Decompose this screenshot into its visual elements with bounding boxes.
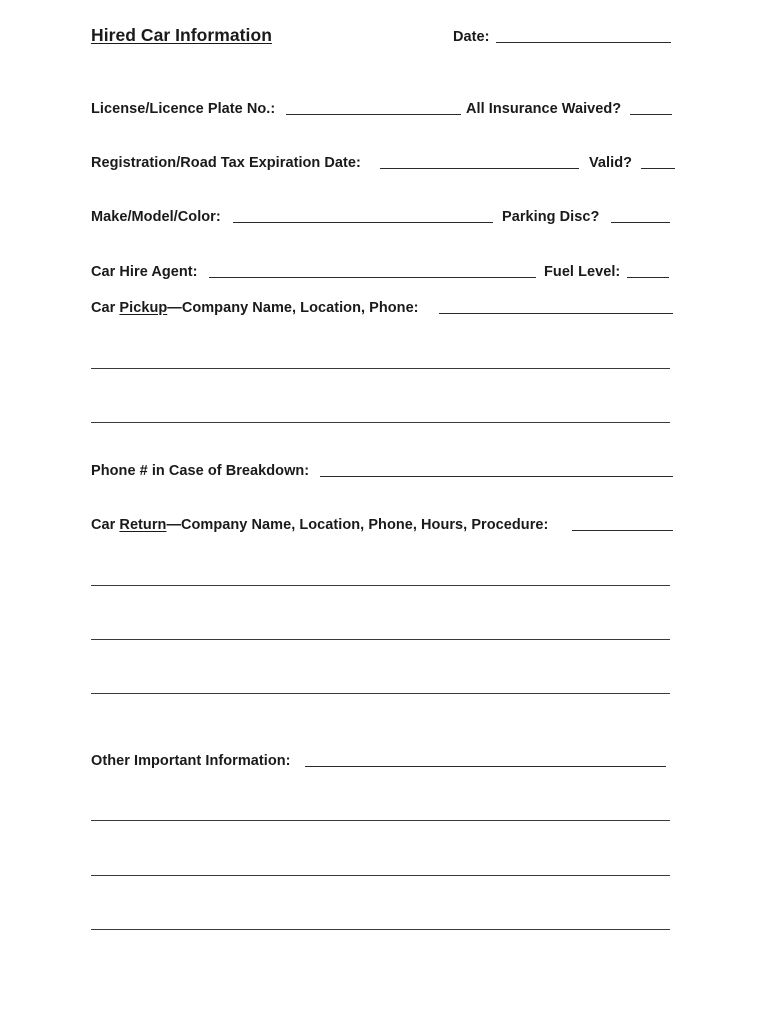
other-info-line-3[interactable] <box>91 929 670 930</box>
license-plate-label: License/Licence Plate No.: <box>91 101 276 117</box>
registration-label: Registration/Road Tax Expiration Date: <box>91 155 361 171</box>
other-info-field[interactable] <box>305 766 666 767</box>
breakdown-phone-field[interactable] <box>320 476 673 477</box>
pickup-suffix: —Company Name, Location, Phone: <box>167 300 419 316</box>
car-hire-agent-field[interactable] <box>209 277 536 278</box>
car-pickup-label <box>91 299 419 317</box>
make-model-color-field[interactable] <box>233 222 493 223</box>
parking-disc-field[interactable] <box>611 222 670 223</box>
other-info-line-1[interactable] <box>91 820 670 821</box>
license-plate-field[interactable] <box>286 114 461 115</box>
car-return-line-2[interactable] <box>91 639 670 640</box>
make-model-color-label: Make/Model/Color: <box>91 209 221 225</box>
date-field[interactable] <box>496 42 671 43</box>
insurance-waived-field[interactable] <box>630 114 672 115</box>
form-title: Hired Car Information <box>91 25 272 45</box>
registration-field[interactable] <box>380 168 579 169</box>
insurance-waived-label: All Insurance Waived? <box>466 101 622 117</box>
breakdown-phone-label: Phone # in Case of Breakdown: <box>91 463 310 479</box>
car-hire-agent-label: Car Hire Agent: <box>91 264 198 280</box>
valid-label: Valid? <box>589 155 633 171</box>
car-return-field[interactable] <box>572 530 673 531</box>
return-suffix: —Company Name, Location, Phone, Hours, Procedure: <box>166 517 549 533</box>
car-return-line-3[interactable] <box>91 693 670 694</box>
other-info-label: Other Important Information: <box>91 753 291 769</box>
fuel-level-label: Fuel Level: <box>544 264 621 280</box>
car-pickup-line-1[interactable] <box>91 368 670 369</box>
fuel-level-field[interactable] <box>627 277 669 278</box>
car-return-label <box>91 516 548 534</box>
car-return-line-1[interactable] <box>91 585 670 586</box>
parking-disc-label: Parking Disc? <box>502 209 600 225</box>
car-pickup-line-2[interactable] <box>91 422 670 423</box>
pickup-word: Pickup <box>119 300 168 316</box>
return-word: Return <box>119 517 167 533</box>
car-pickup-field[interactable] <box>439 313 673 314</box>
pickup-prefix: Car <box>91 300 120 316</box>
other-info-line-2[interactable] <box>91 875 670 876</box>
date-label: Date: <box>453 29 490 45</box>
valid-field[interactable] <box>641 168 675 169</box>
return-prefix: Car <box>91 517 120 533</box>
